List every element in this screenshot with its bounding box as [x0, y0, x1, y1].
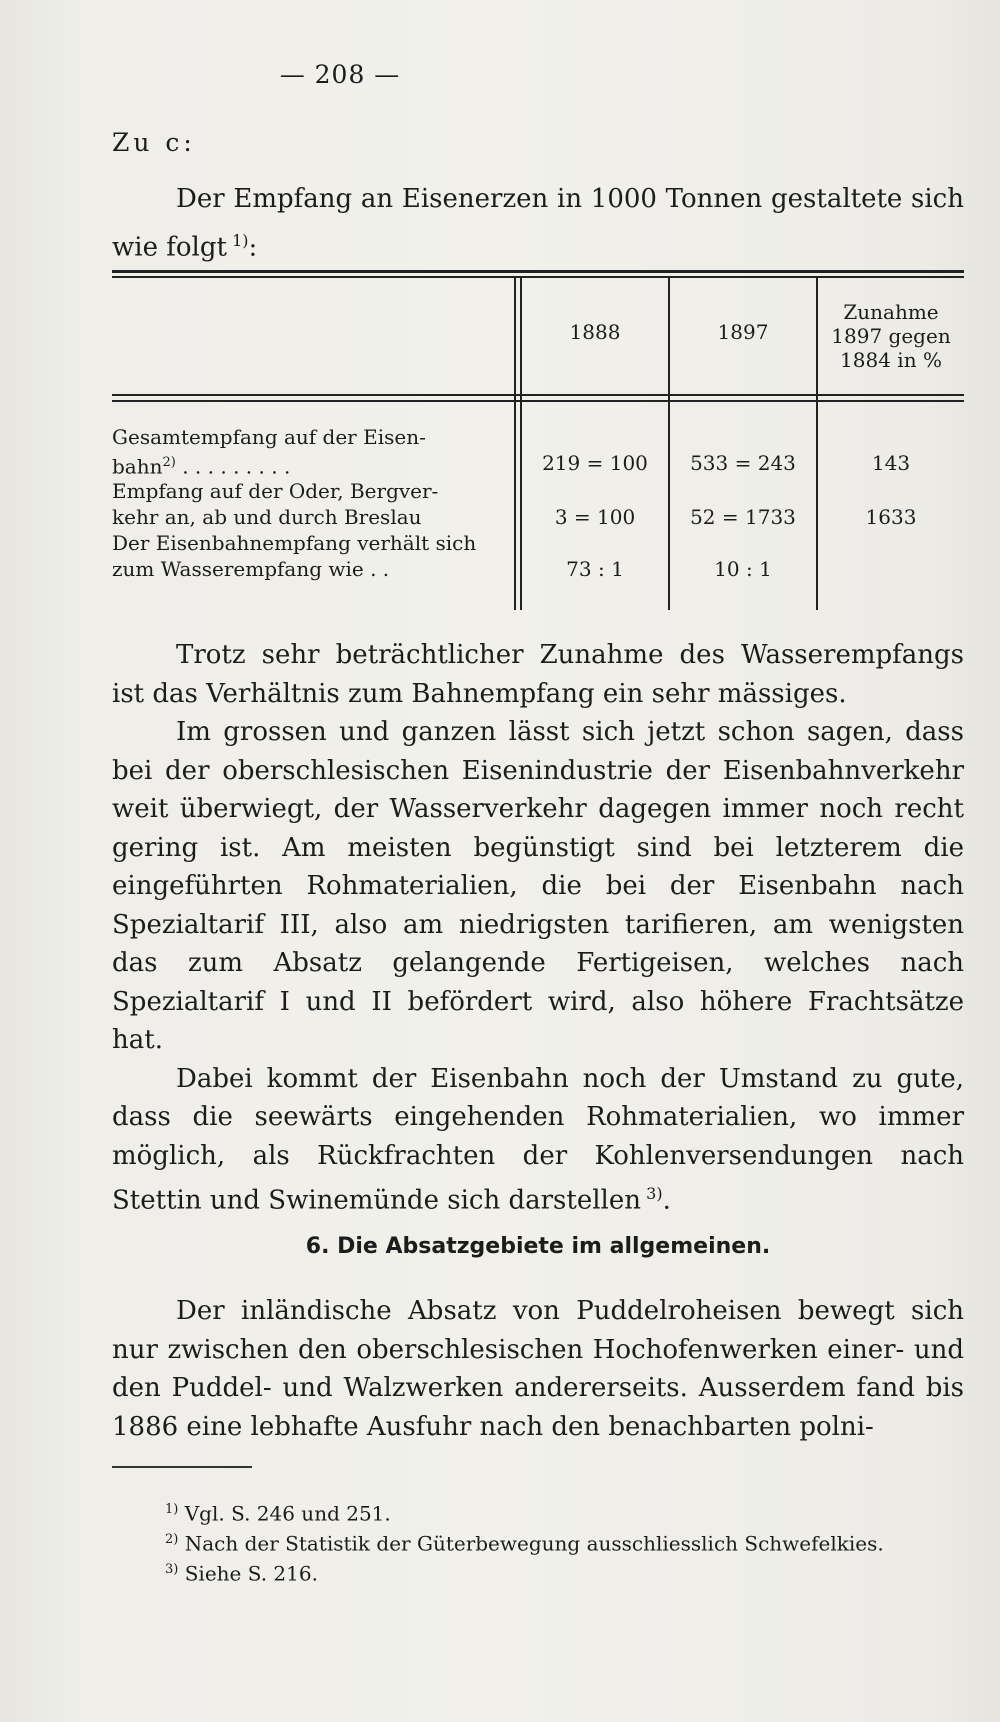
- table-rule-header: [112, 394, 964, 396]
- header-zunahme: Zunahme 1897 gegen 1884 in %: [831, 300, 951, 372]
- cell-r2-1897: 52 = 1733: [690, 505, 796, 529]
- footnote-3: $^{3)}$ Siehe S. 216.: [165, 1561, 318, 1586]
- footnote-2: $^{2)}$ Nach der Statistik der Güterbewegung ausschliesslich Schwefelkies.: [165, 1531, 884, 1556]
- footnote-1: $^{1)}$ Vgl. S. 246 und 251.: [165, 1501, 391, 1526]
- cell-r2-zunahme: 1633: [865, 505, 917, 529]
- cell-r1-zunahme: 143: [871, 451, 911, 475]
- section-heading: 6. Die Absatzgebiete im allgemeinen.: [305, 1234, 771, 1259]
- header-1888: 1888: [569, 320, 621, 344]
- intro-paragraph: Der Empfang an Eisenerzen in 1000 Tonnen gestaltete sich wie folgt $^{1)}$:: [112, 184, 964, 263]
- paragraph-absatz: Der inländische Absatz von Puddelroheisen bewegt sich nur zwischen den oberschlesischen Hochofenwerken einer- und den Puddel- und Walzwerken andererseits. Ausserdem fand bis 1886 eine lebhafte Ausfuhr nach den benachbarten polni-: [112, 1296, 964, 1442]
- cell-r3-1897: 10 : 1: [714, 557, 772, 581]
- ore-receipt-table: [112, 270, 964, 610]
- footnote-rule: [112, 1466, 252, 1468]
- cell-r1-1897: 533 = 243: [690, 451, 796, 475]
- page-number: — 208 —: [279, 60, 401, 89]
- cell-r3-1888: 73 : 1: [566, 557, 624, 581]
- body-text-1: [112, 636, 964, 1220]
- section-intro: Zu c:: [112, 128, 196, 157]
- table-rule-top-thin: [112, 276, 964, 278]
- footnote-ref: 1): [232, 231, 249, 250]
- row-label-gesamtempfang: Gesamtempfang auf der Eisen- bahn$^{2)}$ . . . . . . . . .: [112, 425, 426, 479]
- header-1897: 1897: [717, 320, 769, 344]
- paragraph-im-grossen: Im grossen und ganzen lässt sich jetzt schon sagen, dass bei der oberschlesischen Eisenindustrie der Eisenbahnverkehr weit überwiegt, der Wasserverkehr dagegen immer noch recht gering ist. Am meisten begünstigt sind bei letzterem die eingeführten Rohmaterialien, die bei der Eisenbahn nach Spezialtarif III, also am niedrigsten tarifieren, am wenigsten das zum Absatz gelangende Fertigeisen, welches nach Spezialtarif I und II befördert wird, also höhere Frachtsätze hat.: [112, 717, 964, 1055]
- intro-text: Der Empfang an Eisenerzen in 1000 Tonnen gestaltete sich wie folgt: [112, 184, 964, 263]
- paragraph-dabei: Dabei kommt der Eisenbahn noch der Umstand zu gute, dass die seewärts eingehenden Rohmaterialien, wo immer möglich, als Rückfrachten der Kohlenversendungen nach Stettin und Swinemünde sich darstellen $^{3)}$.: [112, 1063, 964, 1216]
- cell-r1-1888: 219 = 100: [542, 451, 648, 475]
- table-vline-1: [514, 278, 516, 610]
- row-label-verhaeltnis: Der Eisenbahnempfang verhält sich zum Wasserempfang wie . .: [112, 531, 477, 581]
- paragraph-trotz: Trotz sehr beträchtlicher Zunahme des Wasserempfangs ist das Verhältnis zum Bahnempfang ein sehr mässiges.: [112, 640, 964, 709]
- table-rule-top: [112, 270, 964, 273]
- row-label-oder: Empfang auf der Oder, Bergver- kehr an, ab und durch Breslau: [112, 479, 439, 529]
- body-text-2: [112, 1292, 964, 1446]
- cell-r2-1888: 3 = 100: [554, 505, 636, 529]
- table-rule-header-2: [112, 400, 964, 402]
